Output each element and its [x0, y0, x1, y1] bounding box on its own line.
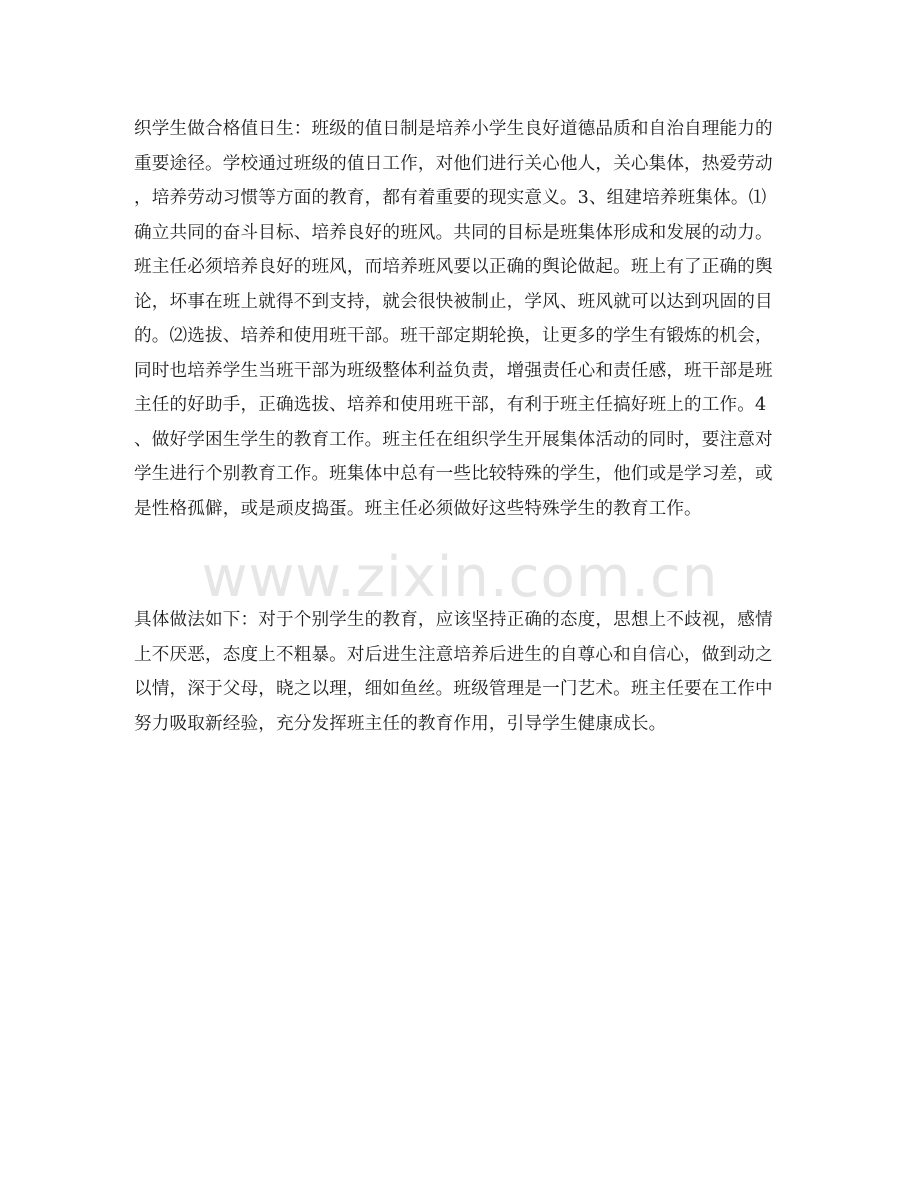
- paragraph-2-line: 以情，深于父母，晓之以理，细如鱼丝。班级管理是一门艺术。班主任要在工作中: [134, 679, 773, 699]
- paragraph-1-line: 是性格孤僻，或是顽皮捣蛋。班主任必须做好这些特殊学生的教育工作。: [134, 498, 702, 519]
- paragraph-1: [134, 112, 794, 526]
- paragraph-1-line: 学生进行个别教育工作。班集体中总有一些比较特殊的学生，他们或是学习差，或: [134, 464, 773, 484]
- paragraph-1-line: 织学生做合格值日生：班级的值日制是培养小学生良好道德品质和自治自理能力的: [134, 119, 773, 139]
- paragraph-2: [134, 603, 794, 741]
- watermark: www.zixin.com.cn: [201, 545, 719, 610]
- paragraph-1-line: 同时也培养学生当班干部为班级整体利益负责，增强责任心和责任感，班干部是班: [134, 360, 773, 381]
- paragraph-1-line: 班主任必须培养良好的班风，而培养班风要以正确的舆论做起。班上有了正确的舆: [134, 257, 773, 277]
- paragraph-1-line: 重要途径。学校通过班级的值日工作，对他们进行关心他人，关心集体，热爱劳动: [134, 153, 773, 174]
- paragraph-2-line: 上不厌恶，态度上不粗暴。对后进生注意培养后进生的自尊心和自信心，做到动之: [134, 644, 773, 665]
- paragraph-1-line: 论，坏事在班上就得不到支持，就会很快被制止，学风、班风就可以达到巩固的目: [134, 291, 773, 312]
- paragraph-1-line: ，培养劳动习惯等方面的教育，都有着重要的现实意义。3、组建培养班集体。⑴: [134, 188, 767, 208]
- paragraph-1-line: 、做好学困生学生的教育工作。班主任在组织学生开展集体活动的同时，要注意对: [134, 429, 773, 450]
- paragraph-2-line: 具体做法如下：对于个别学生的教育，应该坚持正确的态度，思想上不歧视，感情: [134, 610, 773, 630]
- paragraph-1-line: 确立共同的奋斗目标、培养良好的班风。共同的目标是班集体形成和发展的动力。: [134, 222, 773, 243]
- paragraph-1-line: 的。⑵选拔、培养和使用班干部。班干部定期轮换，让更多的学生有锻炼的机会，: [134, 326, 773, 346]
- paragraph-1-line: 主任的好助手，正确选拔、培养和使用班干部，有利于班主任搞好班上的工作。4: [134, 395, 767, 415]
- paragraph-2-line: 努力吸取新经验，充分发挥班主任的教育作用，引导学生健康成长。: [134, 713, 667, 734]
